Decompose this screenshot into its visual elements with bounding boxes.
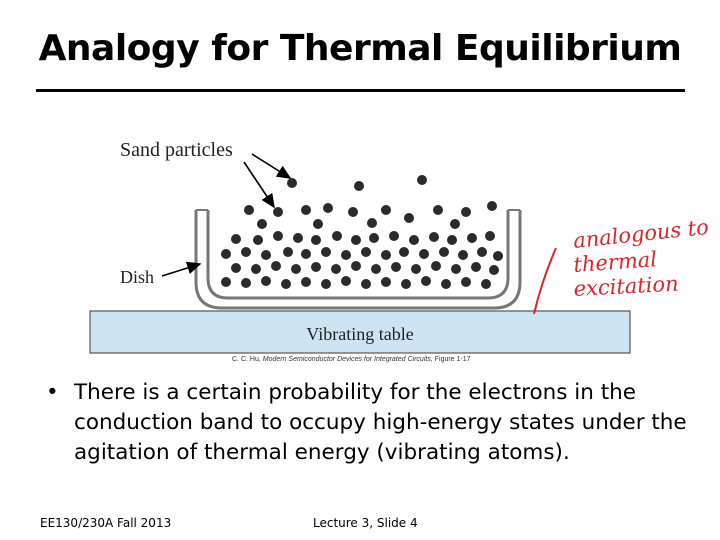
bullet-dot: • bbox=[46, 380, 59, 405]
figure-svg bbox=[0, 100, 720, 380]
sand-label: Sand particles bbox=[120, 139, 233, 161]
annotation-line-3: excitation bbox=[573, 271, 680, 301]
dish-outer bbox=[196, 210, 520, 308]
title-divider bbox=[36, 89, 685, 92]
citation-book: Modern Semiconductor Devices for Integrated Circuits, bbox=[262, 356, 433, 363]
figure-citation bbox=[232, 356, 471, 363]
annotation-line-1: analogous to bbox=[572, 214, 710, 253]
dish-label: Dish bbox=[120, 267, 155, 287]
sand-arrow-2 bbox=[244, 162, 274, 207]
sand-arrow-1 bbox=[252, 154, 290, 178]
dish-arrow bbox=[162, 264, 200, 276]
table-label: Vibrating table bbox=[306, 324, 414, 344]
handwritten-annotation bbox=[534, 215, 710, 314]
footer-course: EE130/230A Fall 2013 bbox=[40, 516, 172, 530]
bullet-text: There is a certain probability for the electrons in the conduction band to occupy high-energy states under the agitation of thermal energy (vibrating atoms). bbox=[74, 380, 687, 465]
bullet-point bbox=[46, 378, 696, 468]
slide-title: Analogy for Thermal Equilibrium bbox=[38, 28, 682, 69]
footer-slide-number: Lecture 3, Slide 4 bbox=[313, 516, 418, 530]
annotation-stroke bbox=[534, 248, 556, 314]
sand-dish-figure bbox=[0, 100, 720, 380]
citation-figure: Figure 1-17 bbox=[434, 356, 471, 363]
annotation-line-2: thermal bbox=[572, 247, 658, 277]
citation-author: C. C. Hu, bbox=[232, 356, 261, 363]
